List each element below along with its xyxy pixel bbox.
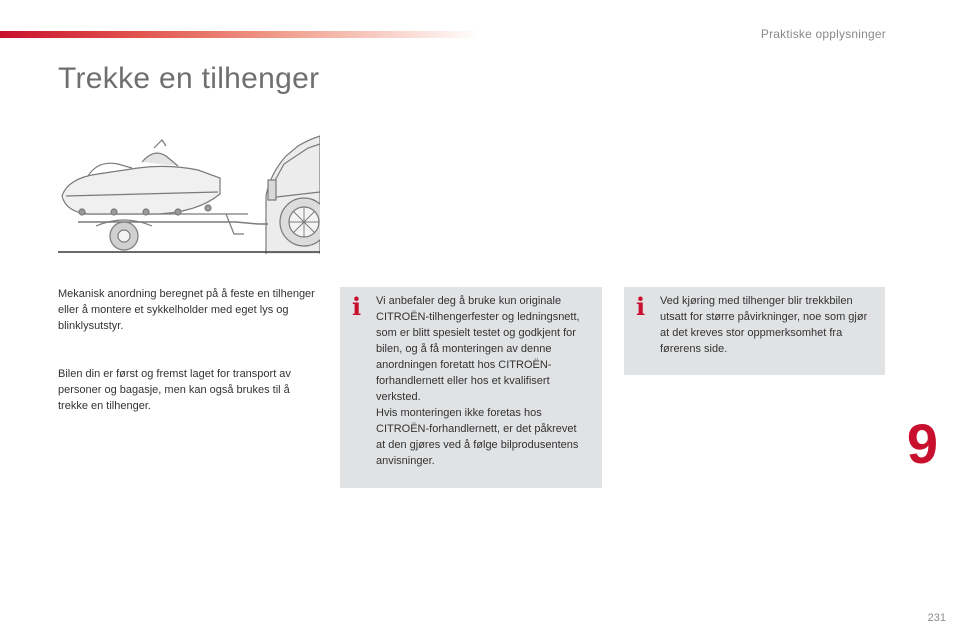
chapter-number: 9 (906, 412, 938, 475)
body-paragraph-2: Bilen din er først og fremst laget for transport av personer og bagasje, men kan også brukes til å trekke en tilhenger. (58, 368, 291, 412)
info-box-recommendation (340, 287, 602, 488)
jetski-trailer-car-illustration (58, 134, 320, 254)
section-label: Praktiske opplysninger (760, 27, 886, 41)
info-box-text: Vi anbefaler deg å bruke kun originale CITROËN-tilhengerfester og ledningsnett, som er blitt spesielt testet og godkjent for bilen, og å få monteringen av denne anordningen foretatt hos CITROËN-forhandlernett eller hos et kvalifisert verksted. Hvis monteringen ikke foretas hos CITROËN-forhandlernett, er det påkrevet at den gjøres ved å følge bilprodusentens anvisninger. (376, 295, 580, 467)
header-accent-bar (0, 31, 480, 38)
page-number: 231 (927, 612, 946, 624)
info-icon: i (636, 292, 646, 321)
body-paragraph-1: Mekanisk anordning beregnet på å feste en tilhenger eller å montere et sykkelholder med eget lys og blinklysutstyr. (58, 288, 315, 332)
info-icon: i (352, 292, 362, 321)
page-title: Trekke en tilhenger (58, 62, 320, 95)
info-box-driving (624, 287, 885, 375)
info-box-text: Ved kjøring med tilhenger blir trekkbilen utsatt for større påvirkninger, noe som gjør at det kreves stor oppmerksomhet fra førerens side. (660, 295, 868, 355)
